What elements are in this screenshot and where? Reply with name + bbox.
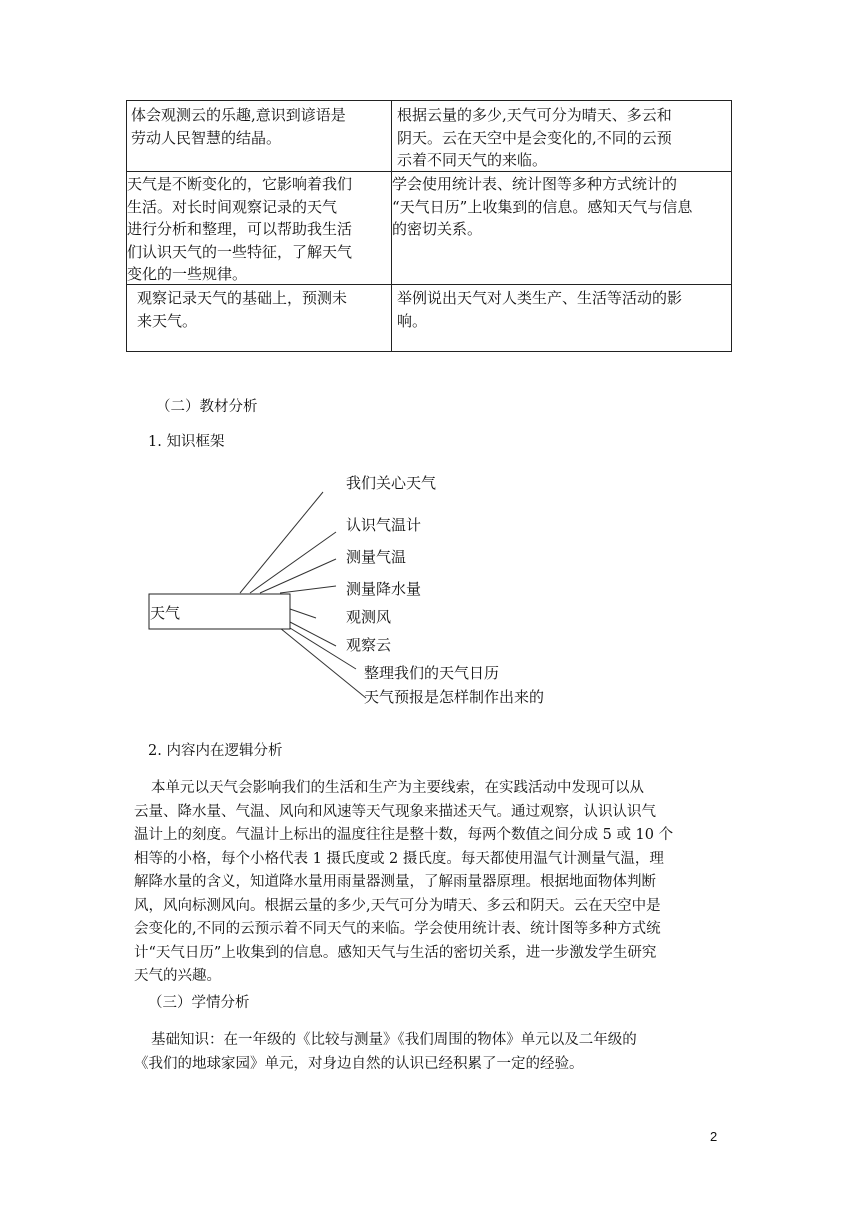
- mindmap-branch: 观测风: [346, 608, 392, 626]
- table-cell: 天气是不断变化的，它影响着我们 生活。对长时间观察记录的天气 进行分析和整理，可以帮助我生活 们认识天气的一些特征，了解天气 变化的一些规律。: [127, 175, 353, 283]
- table-cell: 学会使用统计表、统计图等多种方式统计的 “天气日历”上收集到的信息。感知天气与信息 的密切关系。: [392, 175, 693, 238]
- paragraph-line: 《我们的地球家园》单元，对身边自然的认识已经积累了一定的经验。: [134, 1055, 584, 1072]
- logic-analysis-paragraph: [134, 777, 734, 989]
- subheading-knowledge-framework: 1. 知识框架: [148, 434, 225, 450]
- mindmap-branch: 天气预报是怎样制作出来的: [364, 688, 545, 706]
- branch-line: [240, 492, 323, 593]
- mindmap-branch: 认识气温计: [346, 516, 422, 534]
- paragraph-line: 温计上的刻度。气温计上标出的温度往往是整十数，每两个数值之间分成 5 或 10 个: [134, 827, 674, 843]
- table-cell: 体会观测云的乐趣,意识到谚语是 劳动人民智慧的结晶。: [131, 106, 346, 147]
- subheading-logic-analysis: 2. 内容内在逻辑分析: [148, 743, 283, 759]
- objectives-table: [126, 100, 732, 352]
- mindmap-branch: 测量气温: [346, 548, 407, 566]
- branch-line: [280, 586, 336, 593]
- paragraph-line: 相等的小格，每个小格代表 1 摄氏度或 2 摄氏度。每天都使用温气计测量气温，理: [134, 850, 664, 867]
- table-cell: 观察记录天气的基础上，预测未 来天气。: [137, 289, 348, 330]
- paragraph-line: 解降水量的含义，知道降水量用雨量器测量，了解雨量器原理。根据地面物体判断: [134, 874, 656, 890]
- paragraph-line: 会变化的,不同的云预示着不同天气的来临。学会使用统计表、统计图等多种方式统: [134, 921, 661, 937]
- mindmap-branch: 整理我们的天气日历: [364, 664, 500, 682]
- paragraph-line: 天气的兴趣。: [134, 968, 221, 984]
- page-number: 2: [710, 1129, 718, 1144]
- paragraph-line: 基础知识：在一年级的《比较与测量》《我们周围的物体》单元以及二年级的: [151, 1032, 637, 1048]
- branch-line: [250, 532, 336, 593]
- paragraph-line: 计“天气日历”上收集到的信息。感知天气与生活的密切关系，进一步激发学生研究: [134, 944, 657, 961]
- mindmap-branch: 观察云: [346, 636, 392, 654]
- mindmap-root: 天气: [150, 604, 181, 622]
- learner-analysis-paragraph: [134, 1029, 734, 1076]
- table-cell: 根据云量的多少,天气可分为晴天、多云和 阴天。云在天空中是会变化的,不同的云预 示着不同天气的来临。: [397, 106, 672, 169]
- section-heading-materials: （二）教材分析: [156, 399, 258, 415]
- mindmap-branch: 我们关心天气: [346, 474, 437, 492]
- branch-line: [290, 609, 316, 618]
- paragraph-line: 云量、降水量、气温、风向和风速等天气现象来描述天气。通过观察，认识认识气: [134, 803, 656, 820]
- paragraph-line: 风，风向标测风向。根据云量的多少,天气可分为晴天、多云和阴天。云在天空中是: [134, 897, 661, 914]
- mindmap-branch: 测量降水量: [346, 580, 422, 598]
- table-cell: 举例说出天气对人类生产、生活等活动的影 响。: [397, 289, 683, 330]
- knowledge-framework-diagram: [140, 462, 600, 712]
- paragraph-line: 本单元以天气会影响我们的生活和生产为主要线索，在实践活动中发现可以从: [151, 780, 644, 796]
- section-heading-learner-analysis: （三）学情分析: [148, 995, 250, 1011]
